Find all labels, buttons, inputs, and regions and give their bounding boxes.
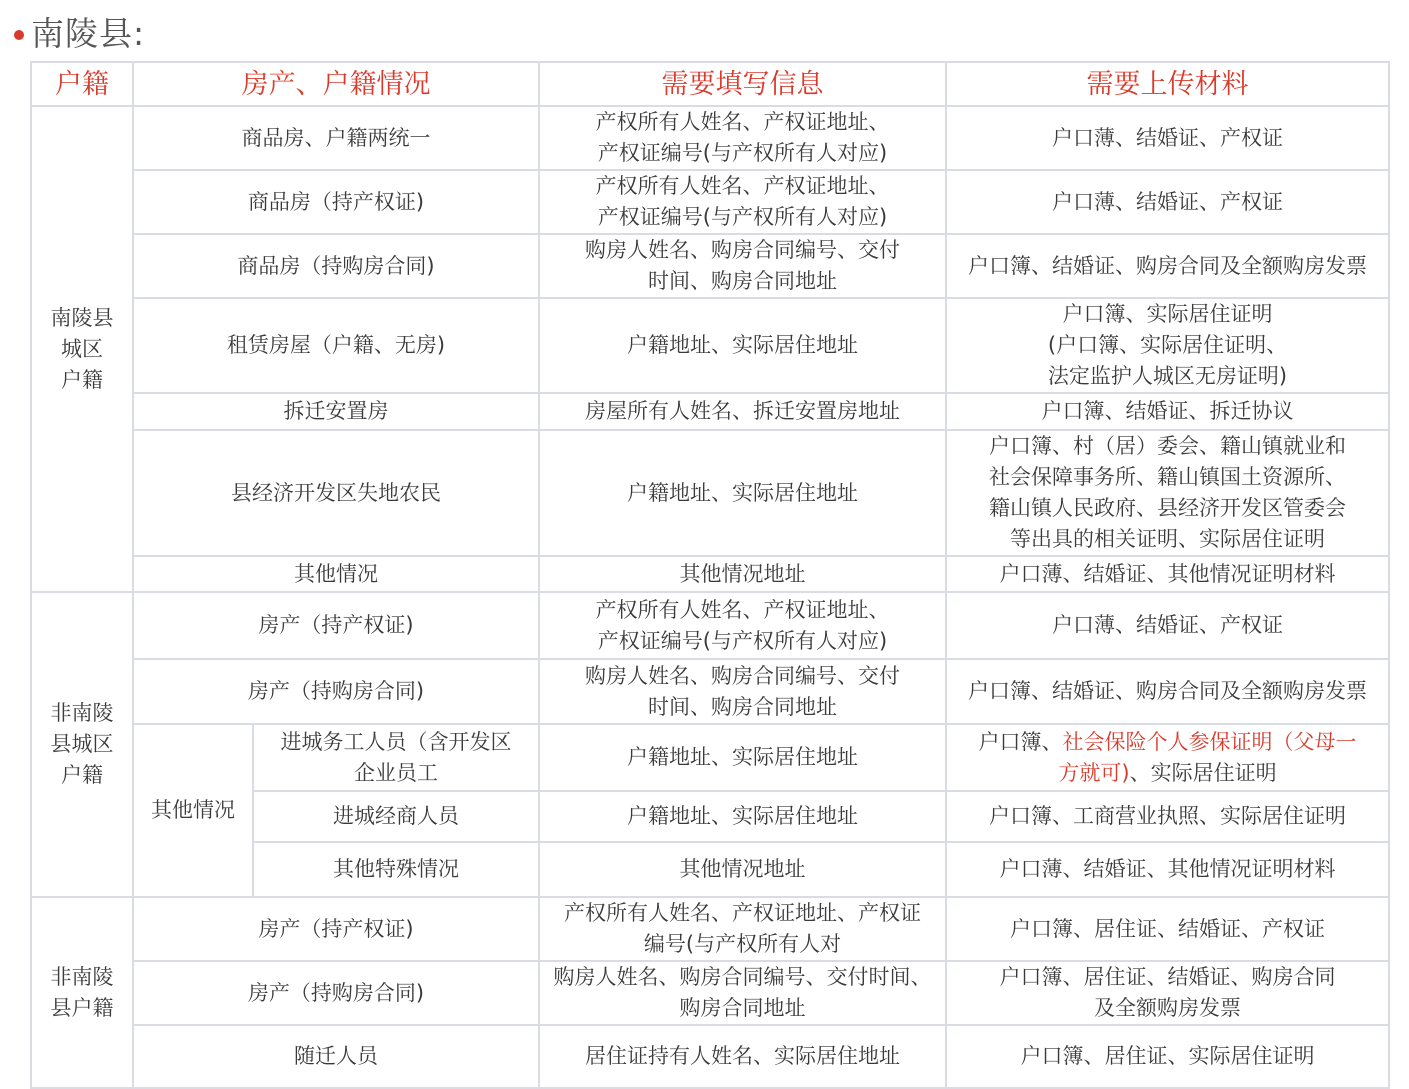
materials-cell: 户口簿、结婚证、购房合同及全额购房发票 bbox=[946, 659, 1389, 724]
situation-cell: 县经济开发区失地农民 bbox=[133, 430, 539, 556]
info-cell: 购房人姓名、购房合同编号、交付 时间、购房合同地址 bbox=[539, 234, 946, 298]
info-cell: 购房人姓名、购房合同编号、交付 时间、购房合同地址 bbox=[539, 659, 946, 724]
info-cell: 居住证持有人姓名、实际居住地址 bbox=[539, 1025, 946, 1088]
materials-cell: 户口簿、结婚证、拆迁协议 bbox=[946, 393, 1389, 430]
info-cell: 其他情况地址 bbox=[539, 556, 946, 592]
requirements-table bbox=[30, 61, 1390, 1089]
table-row bbox=[31, 1025, 1389, 1088]
situation-cell: 其他情况 bbox=[133, 556, 539, 592]
section-title: 南陵县: bbox=[31, 13, 146, 53]
materials-cell: 户口簿、居住证、结婚证、购房合同 及全额购房发票 bbox=[946, 961, 1389, 1025]
table-row bbox=[31, 106, 1389, 170]
table-row bbox=[31, 592, 1389, 659]
table-row bbox=[31, 659, 1389, 724]
table-row bbox=[31, 234, 1389, 298]
table-row bbox=[31, 170, 1389, 234]
table-row bbox=[31, 961, 1389, 1025]
info-cell: 产权所有人姓名、产权证地址、 产权证编号(与产权所有人对应) bbox=[539, 170, 946, 234]
info-cell: 产权所有人姓名、产权证地址、 产权证编号(与产权所有人对应) bbox=[539, 592, 946, 659]
table-row bbox=[31, 897, 1389, 961]
bullet-dot-icon bbox=[14, 30, 24, 40]
info-cell: 房屋所有人姓名、拆迁安置房地址 bbox=[539, 393, 946, 430]
materials-cell: 户口簿、居住证、结婚证、产权证 bbox=[946, 897, 1389, 961]
header-materials: 需要上传材料 bbox=[946, 62, 1389, 106]
situation-cell: 进城务工人员（含开发区 企业员工 bbox=[253, 724, 539, 791]
info-cell: 户籍地址、实际居住地址 bbox=[539, 298, 946, 393]
materials-cell: 户口薄、结婚证、其他情况证明材料 bbox=[946, 556, 1389, 592]
table-row bbox=[31, 393, 1389, 430]
situation-cell: 进城经商人员 bbox=[253, 791, 539, 842]
materials-cell: 户口簿、社会保险个人参保证明（父母一 方就可)、实际居住证明 bbox=[946, 724, 1389, 791]
section-heading bbox=[14, 6, 145, 56]
info-cell: 产权所有人姓名、产权证地址、产权证 编号(与产权所有人对 bbox=[539, 897, 946, 961]
header-hukou: 户籍 bbox=[31, 62, 133, 106]
situation-cell: 租赁房屋（户籍、无房) bbox=[133, 298, 539, 393]
info-cell: 其他情况地址 bbox=[539, 842, 946, 897]
materials-cell: 户口薄、结婚证、产权证 bbox=[946, 592, 1389, 659]
situation-cell: 房产（持产权证) bbox=[133, 592, 539, 659]
situation-cell: 房产（持产权证) bbox=[133, 897, 539, 961]
info-cell: 户籍地址、实际居住地址 bbox=[539, 430, 946, 556]
header-situation: 房产、户籍情况 bbox=[133, 62, 539, 106]
situation-cell: 商品房（持购房合同) bbox=[133, 234, 539, 298]
materials-cell: 户口薄、结婚证、其他情况证明材料 bbox=[946, 842, 1389, 897]
materials-cell: 户口簿、结婚证、购房合同及全额购房发票 bbox=[946, 234, 1389, 298]
group-label-nanling-urban: 南陵县 城区 户籍 bbox=[31, 106, 133, 592]
header-row bbox=[31, 62, 1389, 106]
table-row bbox=[31, 724, 1389, 791]
situation-cell: 商品房、户籍两统一 bbox=[133, 106, 539, 170]
header-info: 需要填写信息 bbox=[539, 62, 946, 106]
materials-cell: 户口簿、工商营业执照、实际居住证明 bbox=[946, 791, 1389, 842]
situation-cell: 房产（持购房合同) bbox=[133, 659, 539, 724]
situation-cell: 房产（持购房合同) bbox=[133, 961, 539, 1025]
situation-cell: 拆迁安置房 bbox=[133, 393, 539, 430]
info-cell: 户籍地址、实际居住地址 bbox=[539, 791, 946, 842]
info-cell: 购房人姓名、购房合同编号、交付时间、 购房合同地址 bbox=[539, 961, 946, 1025]
other-situation-label: 其他情况 bbox=[133, 724, 253, 897]
info-cell: 产权所有人姓名、产权证地址、 产权证编号(与产权所有人对应) bbox=[539, 106, 946, 170]
materials-cell: 户口薄、结婚证、产权证 bbox=[946, 170, 1389, 234]
situation-cell: 商品房（持产权证) bbox=[133, 170, 539, 234]
highlight-text: 社会保险个人参保证明（父母一 bbox=[1062, 729, 1357, 754]
materials-cell: 户口簿、实际居住证明 (户口簿、实际居住证明、 法定监护人城区无房证明) bbox=[946, 298, 1389, 393]
group-label-non-nanling-urban: 非南陵 县城区 户籍 bbox=[31, 592, 133, 897]
table-row bbox=[31, 430, 1389, 556]
table-row bbox=[31, 556, 1389, 592]
table-row bbox=[31, 298, 1389, 393]
info-cell: 户籍地址、实际居住地址 bbox=[539, 724, 946, 791]
situation-cell: 其他特殊情况 bbox=[253, 842, 539, 897]
materials-cell: 户口簿、居住证、实际居住证明 bbox=[946, 1025, 1389, 1088]
materials-cell: 户口簿、村（居）委会、籍山镇就业和 社会保障事务所、籍山镇国土资源所、 籍山镇人民政府、县经济开发区管委会 等出具的相关证明、实际居住证明 bbox=[946, 430, 1389, 556]
group-label-non-nanling: 非南陵 县户籍 bbox=[31, 897, 133, 1088]
materials-cell: 户口薄、结婚证、产权证 bbox=[946, 106, 1389, 170]
situation-cell: 随迁人员 bbox=[133, 1025, 539, 1088]
highlight-text: 方就可) bbox=[1058, 760, 1130, 785]
